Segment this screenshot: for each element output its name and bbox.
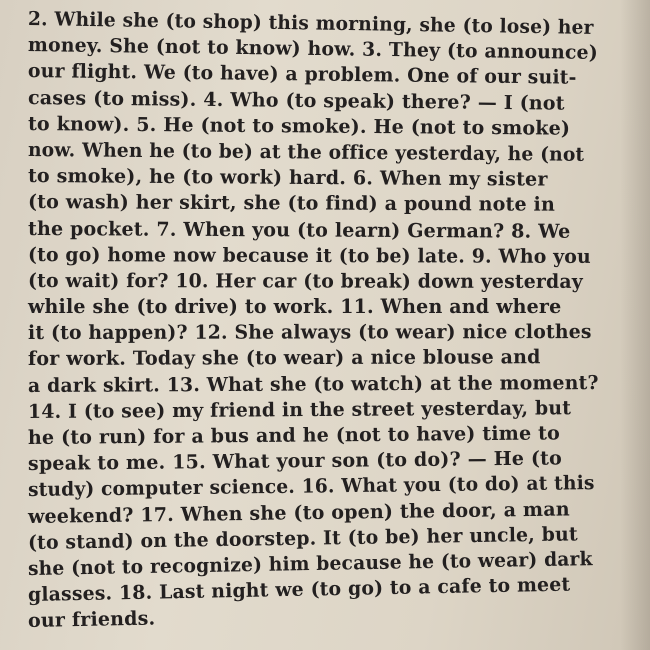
text-line: she (not to recognize) him because he (to wear) dark xyxy=(27,547,593,580)
text-line: for work. Today she (to wear) a nice blouse and xyxy=(27,345,541,371)
text-line: money. She (not to know) how. 3. They (to announce) xyxy=(27,33,599,65)
text-line: speak to me. 15. What your son (to do)? — He (to xyxy=(27,446,563,476)
page-edge-shadow xyxy=(620,0,650,650)
text-line: (to wait) for? 10. Her car (to break) down yesterday xyxy=(27,268,583,293)
text-line: to know). 5. He (not to smoke). He (not to smoke) xyxy=(27,111,571,140)
exercise-text xyxy=(28,6,608,635)
text-line: study) computer science. 16. What you (to do) at this xyxy=(27,471,595,502)
text-line: weekend? 17. When she (to open) the door, a man xyxy=(27,496,570,528)
text-line: to smoke), he (to work) hard. 6. When my sister xyxy=(27,164,548,191)
text-line: 14. I (to see) my friend in the street yesterday, but xyxy=(27,396,572,423)
text-line: (to stand) on the doorstep. It (to be) her uncle, but xyxy=(27,522,578,554)
text-line: glasses. 18. Last night we (to go) to a cafe to meet xyxy=(27,572,571,607)
text-line: 2. While she (to shop) this morning, she (to lose) her xyxy=(27,7,594,39)
text-line: cases (to miss). 4. Who (to speak) there? — I (not xyxy=(27,85,565,115)
text-line: our flight. We (to have) a problem. One of our suit- xyxy=(27,59,577,90)
text-line: the pocket. 7. When you (to learn) German? 8. We xyxy=(27,216,571,243)
text-line: our friends. xyxy=(27,606,156,633)
text-line: now. When he (to be) at the office yesterday, he (not xyxy=(27,137,585,166)
text-line: (to wash) her skirt, she (to find) a pound note in xyxy=(27,190,556,217)
text-line: a dark skirt. 13. What she (to watch) at the moment? xyxy=(27,370,599,397)
text-line: while she (to drive) to work. 11. When and where xyxy=(28,295,562,319)
text-line: it (to happen)? 12. She always (to wear) nice clothes xyxy=(27,320,592,345)
text-line: (to go) home now because it (to be) late. 9. Who you xyxy=(27,242,591,268)
text-line: he (to run) for a bus and he (not to have) time to xyxy=(27,421,561,449)
